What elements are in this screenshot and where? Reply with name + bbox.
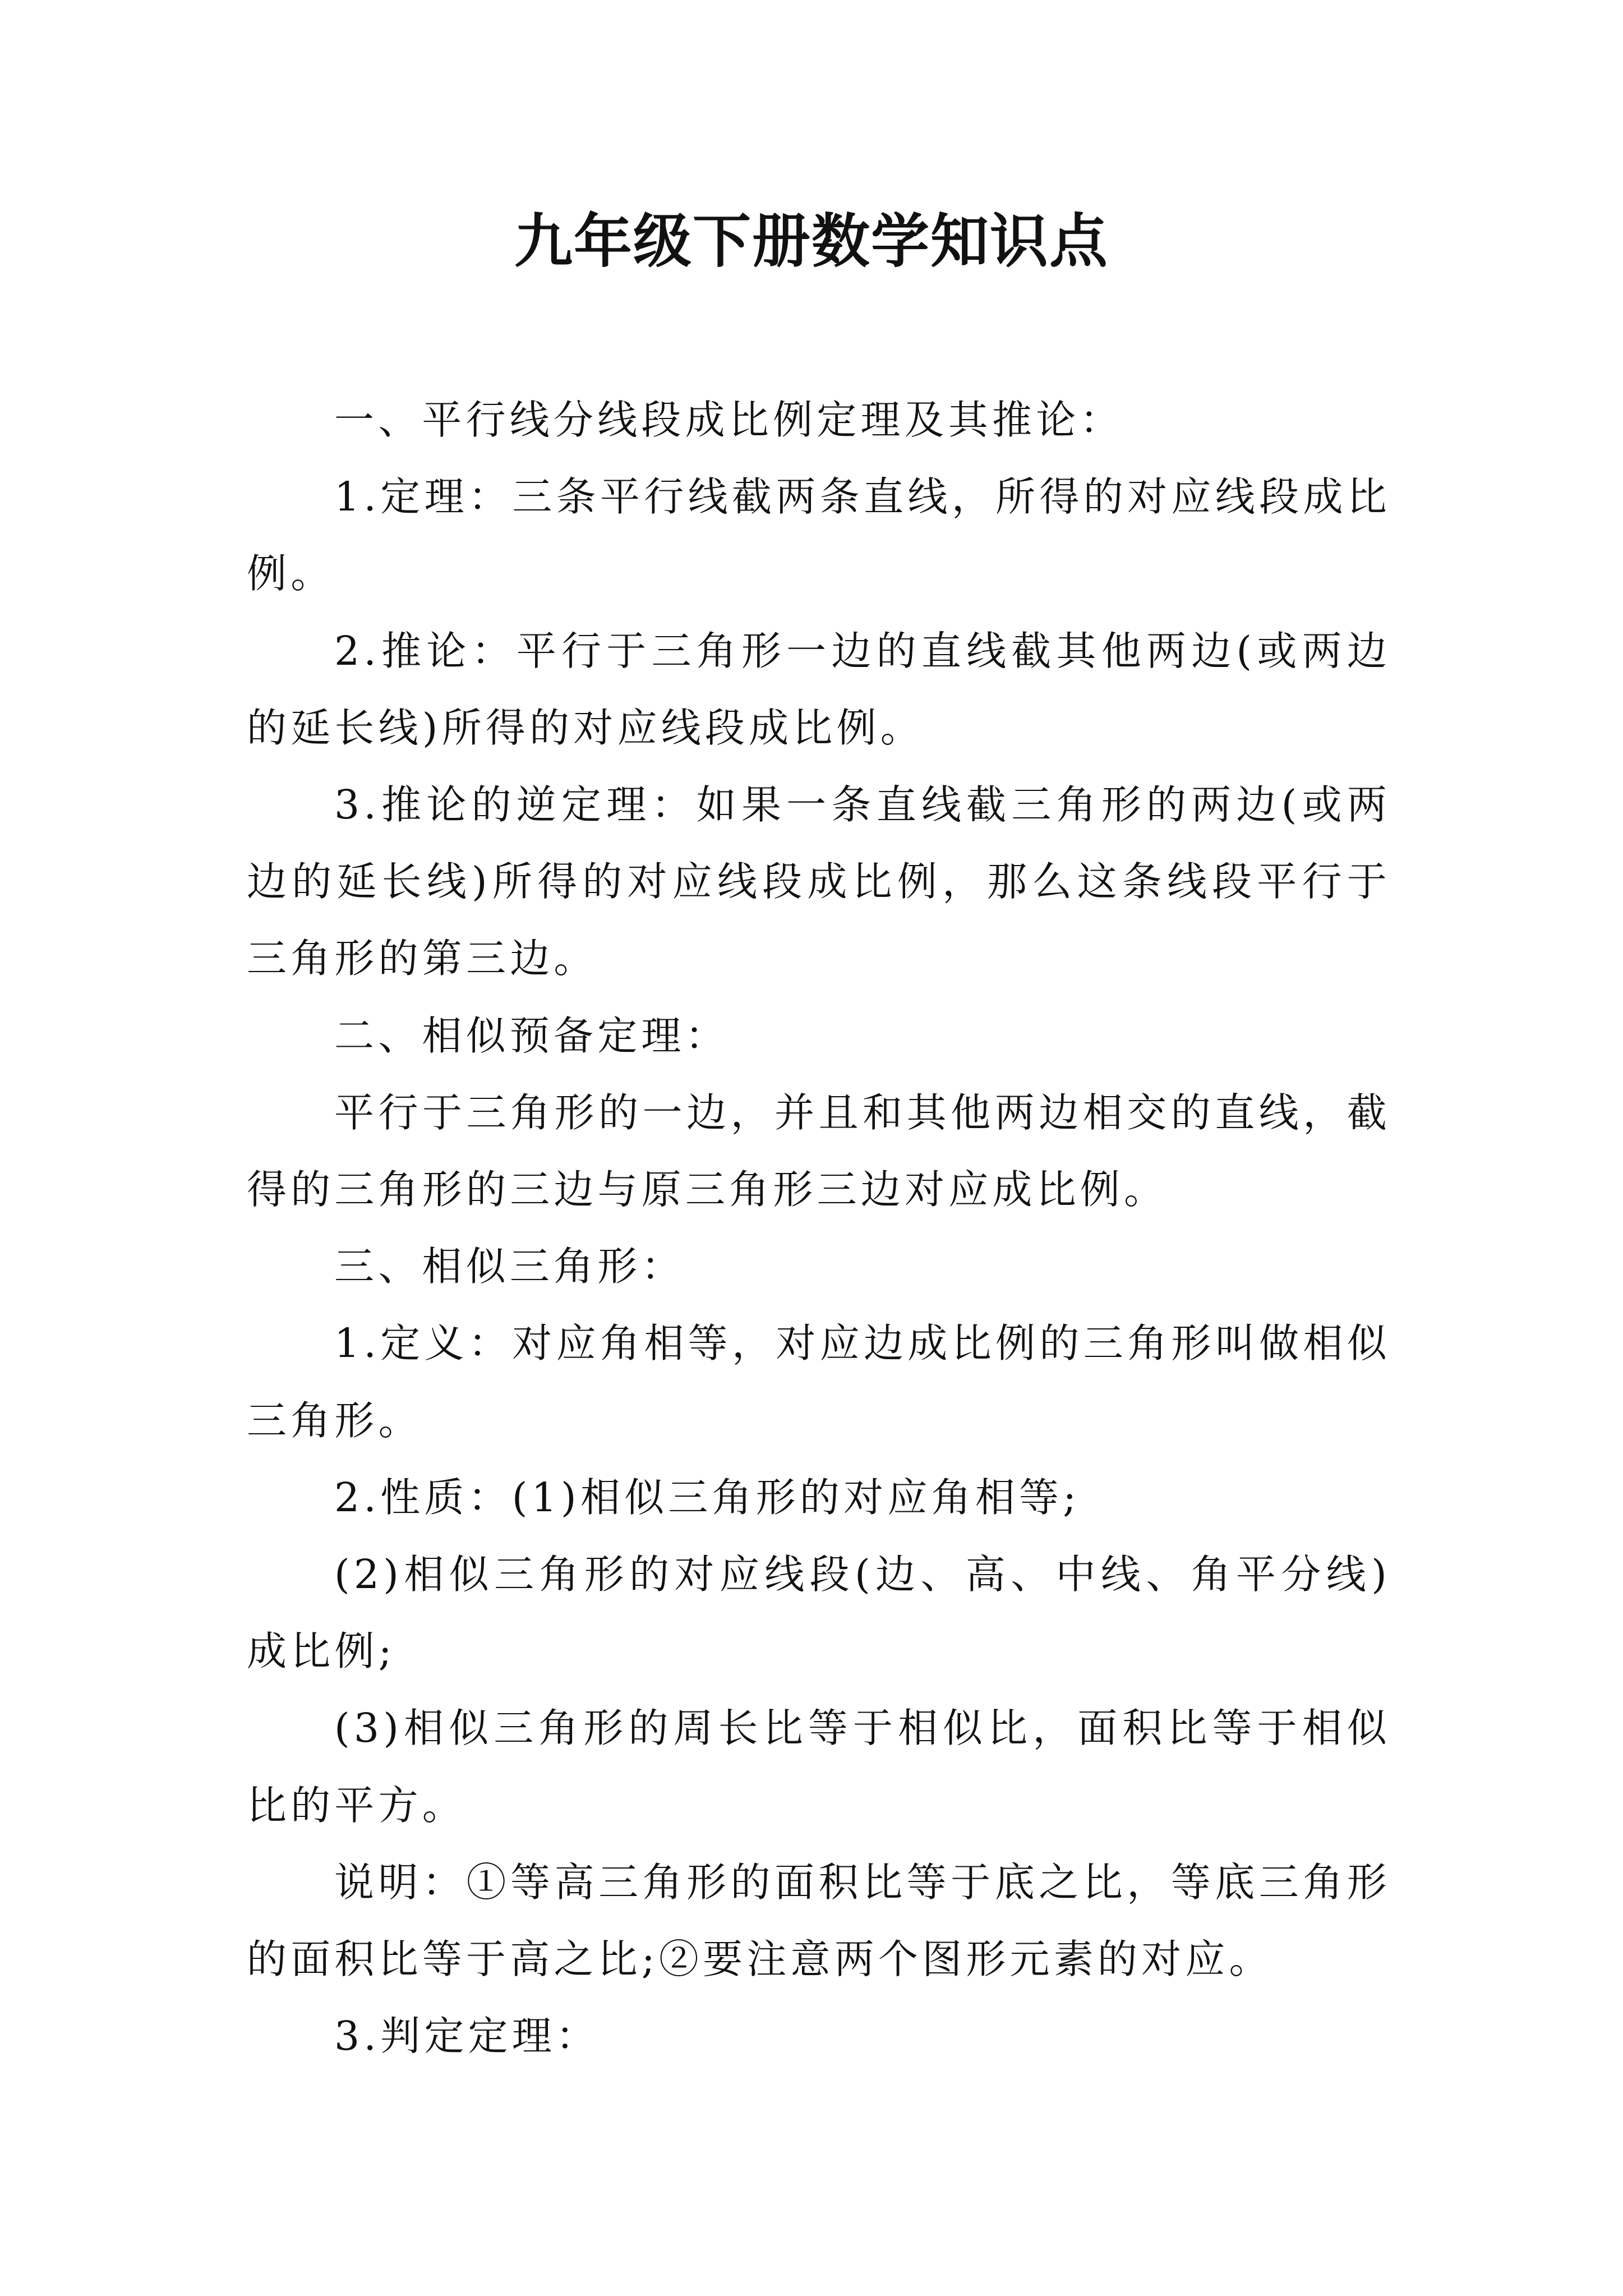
section-heading-similarity-preliminary: 二、相似预备定理： [334, 1012, 729, 1059]
paragraph-property-1: 2.性质：(1)相似三角形的对应角相等; [334, 1474, 1081, 1521]
paragraph-converse-corollary: 3.推论的逆定理：如果一条直线截三角形的两边(或两边的延长线)所得的对应线段成比例，那么这条线段平行于三角形的第三边。 [247, 781, 1391, 982]
section-heading-similar-triangles: 三、相似三角形： [334, 1243, 685, 1290]
paragraph-theorem: 1.定理：三条平行线截两条直线，所得的对应线段成比例。 [247, 473, 1391, 597]
document-title: 九年级下册数学知识点 [514, 206, 1109, 275]
paragraph-criteria-heading: 3.判定定理： [334, 2013, 600, 2060]
paragraph-note: 说明：①等高三角形的面积比等于底之比，等底三角形的面积比等于高之比;②要注意两个图形元素的对应。 [247, 1858, 1391, 1983]
paragraph-corollary: 2.推论：平行于三角形一边的直线截其他两边(或两边的延长线)所得的对应线段成比例。 [247, 627, 1391, 751]
paragraph-definition: 1.定义：对应角相等，对应边成比例的三角形叫做相似三角形。 [247, 1320, 1391, 1444]
paragraph-preliminary-theorem: 平行于三角形的一边，并且和其他两边相交的直线，截得的三角形的三边与原三角形三边对应成比例。 [247, 1089, 1391, 1213]
paragraph-property-3: (3)相似三角形的周长比等于相似比，面积比等于相似比的平方。 [247, 1705, 1391, 1829]
paragraph-property-2: (2)相似三角形的对应线段(边、高、中线、角平分线)成比例; [247, 1551, 1391, 1675]
section-heading-parallel-lines: 一、平行线分线段成比例定理及其推论： [334, 397, 1124, 443]
document-body [247, 381, 1391, 2074]
